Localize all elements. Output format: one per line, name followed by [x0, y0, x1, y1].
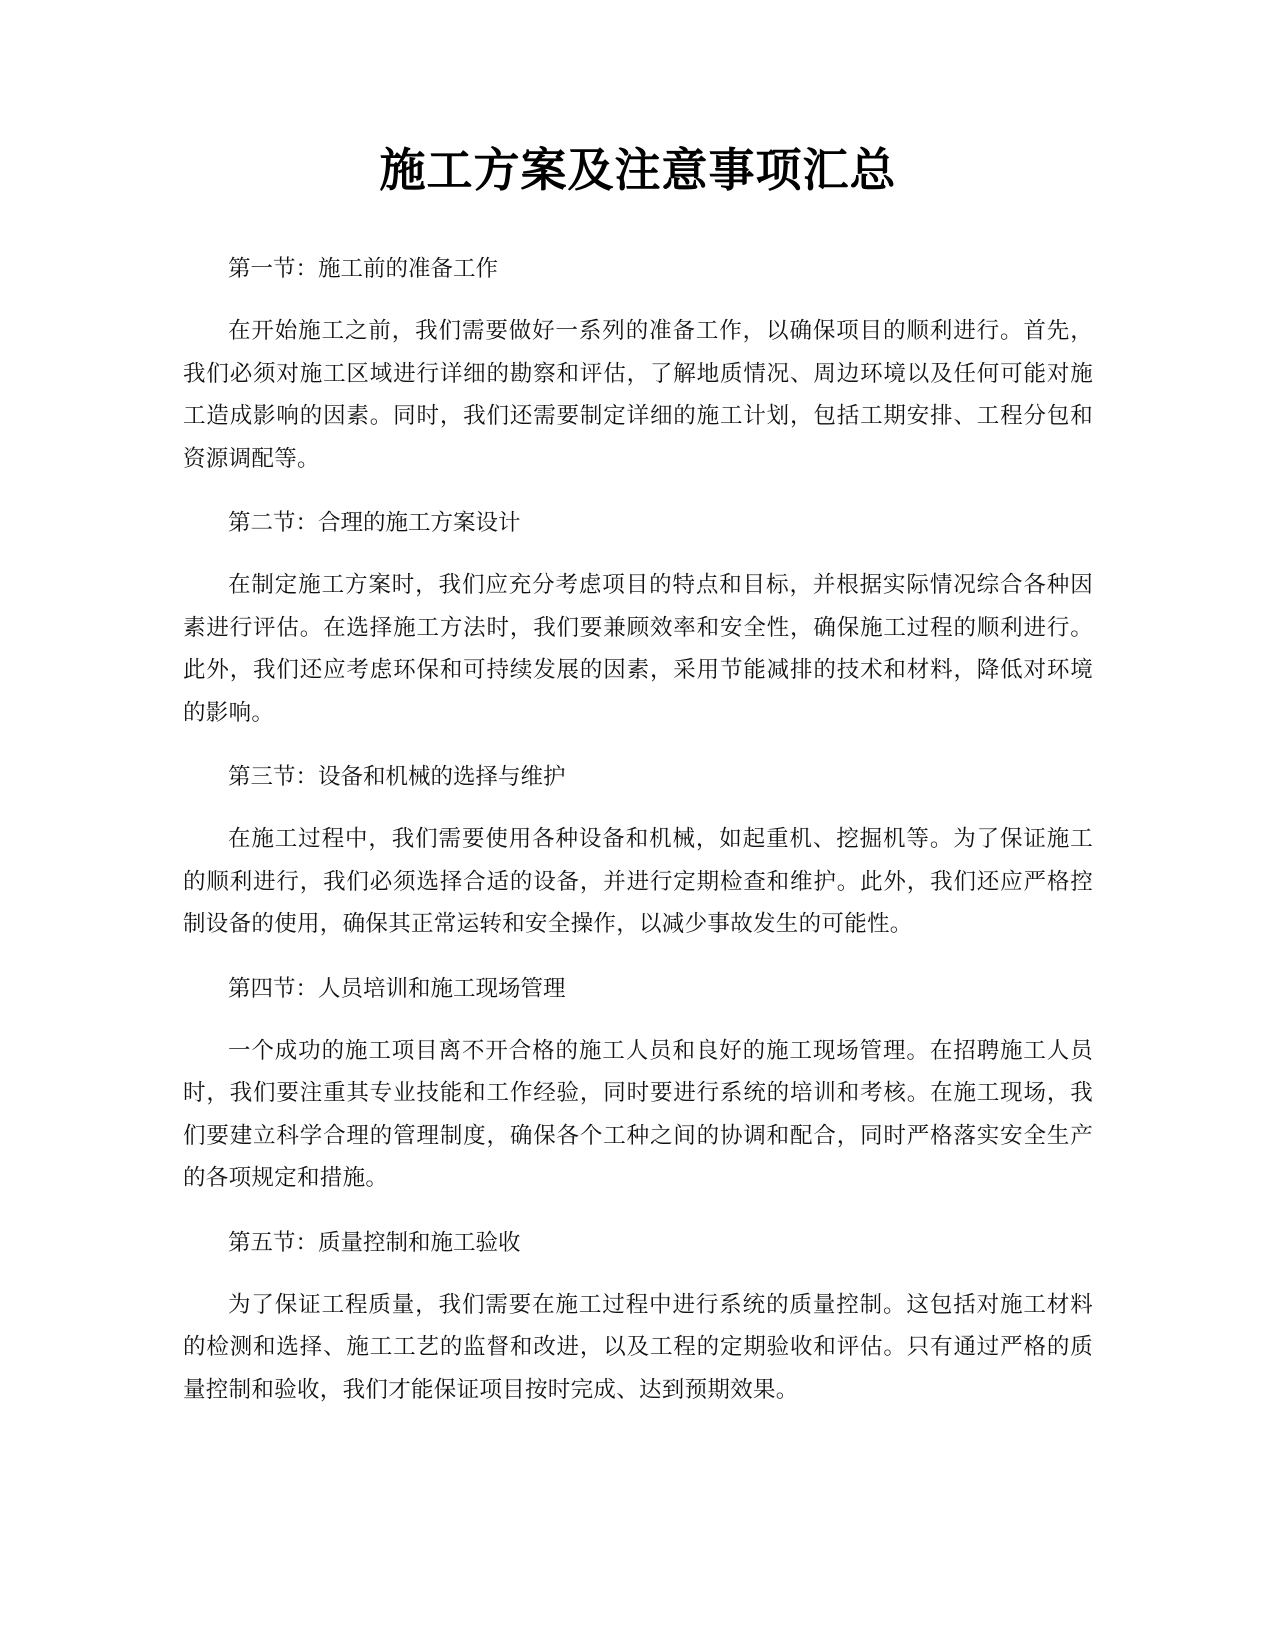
section-3 — [183, 756, 1093, 946]
section-1 — [183, 248, 1093, 480]
section-list — [183, 248, 1093, 1411]
section-heading: 第四节：人员培训和施工现场管理 — [228, 975, 566, 1002]
document-page — [183, 140, 1093, 1433]
section-2 — [183, 502, 1093, 734]
document-title: 施工方案及注意事项汇总 — [379, 143, 897, 197]
section-paragraph: 一个成功的施工项目离不开合格的施工人员和良好的施工现场管理。在招聘施工人员时，我们要注重其专业技能和工作经验，同时要进行系统的培训和考核。在施工现场，我们要建立科学合理的管理制度，确保各个工种之间的协调和配合，同时严格落实安全生产的各项规定和措施。 — [183, 1037, 1093, 1191]
section-paragraph: 在制定施工方案时，我们应充分考虑项目的特点和目标，并根据实际情况综合各种因素进行评估。在选择施工方法时，我们要兼顾效率和安全性，确保施工过程的顺利进行。此外，我们还应考虑环保和可持续发展的因素，采用节能减排的技术和材料，降低对环境的影响。 — [183, 572, 1093, 726]
section-heading: 第一节：施工前的准备工作 — [228, 256, 499, 282]
section-paragraph: 在施工过程中，我们需要使用各种设备和机械，如起重机、挖掘机等。为了保证施工的顺利进行，我们必须选择合适的设备，并进行定期检查和维护。此外，我们还应严格控制设备的使用，确保其正常运转和安全操作，以减少事故发生的可能性。 — [183, 826, 1093, 937]
section-paragraph: 为了保证工程质量，我们需要在施工过程中进行系统的质量控制。这包括对施工材料的检测和选择、施工工艺的监督和改进，以及工程的定期验收和评估。只有通过严格的质量控制和验收，我们才能保证项目按时完成、达到预期效果。 — [183, 1291, 1093, 1403]
section-heading: 第三节：设备和机械的选择与维护 — [228, 764, 566, 790]
section-5 — [183, 1222, 1093, 1412]
section-4 — [183, 968, 1093, 1200]
section-heading: 第五节：质量控制和施工验收 — [228, 1229, 521, 1256]
section-heading: 第二节：合理的施工方案设计 — [228, 510, 521, 536]
section-paragraph: 在开始施工之前，我们需要做好一系列的准备工作，以确保项目的顺利进行。首先，我们必须对施工区域进行详细的勘察和评估，了解地质情况、周边环境以及任何可能对施工造成影响的因素。同时，我们还需要制定详细的施工计划，包括工期安排、工程分包和资源调配等。 — [183, 318, 1093, 472]
